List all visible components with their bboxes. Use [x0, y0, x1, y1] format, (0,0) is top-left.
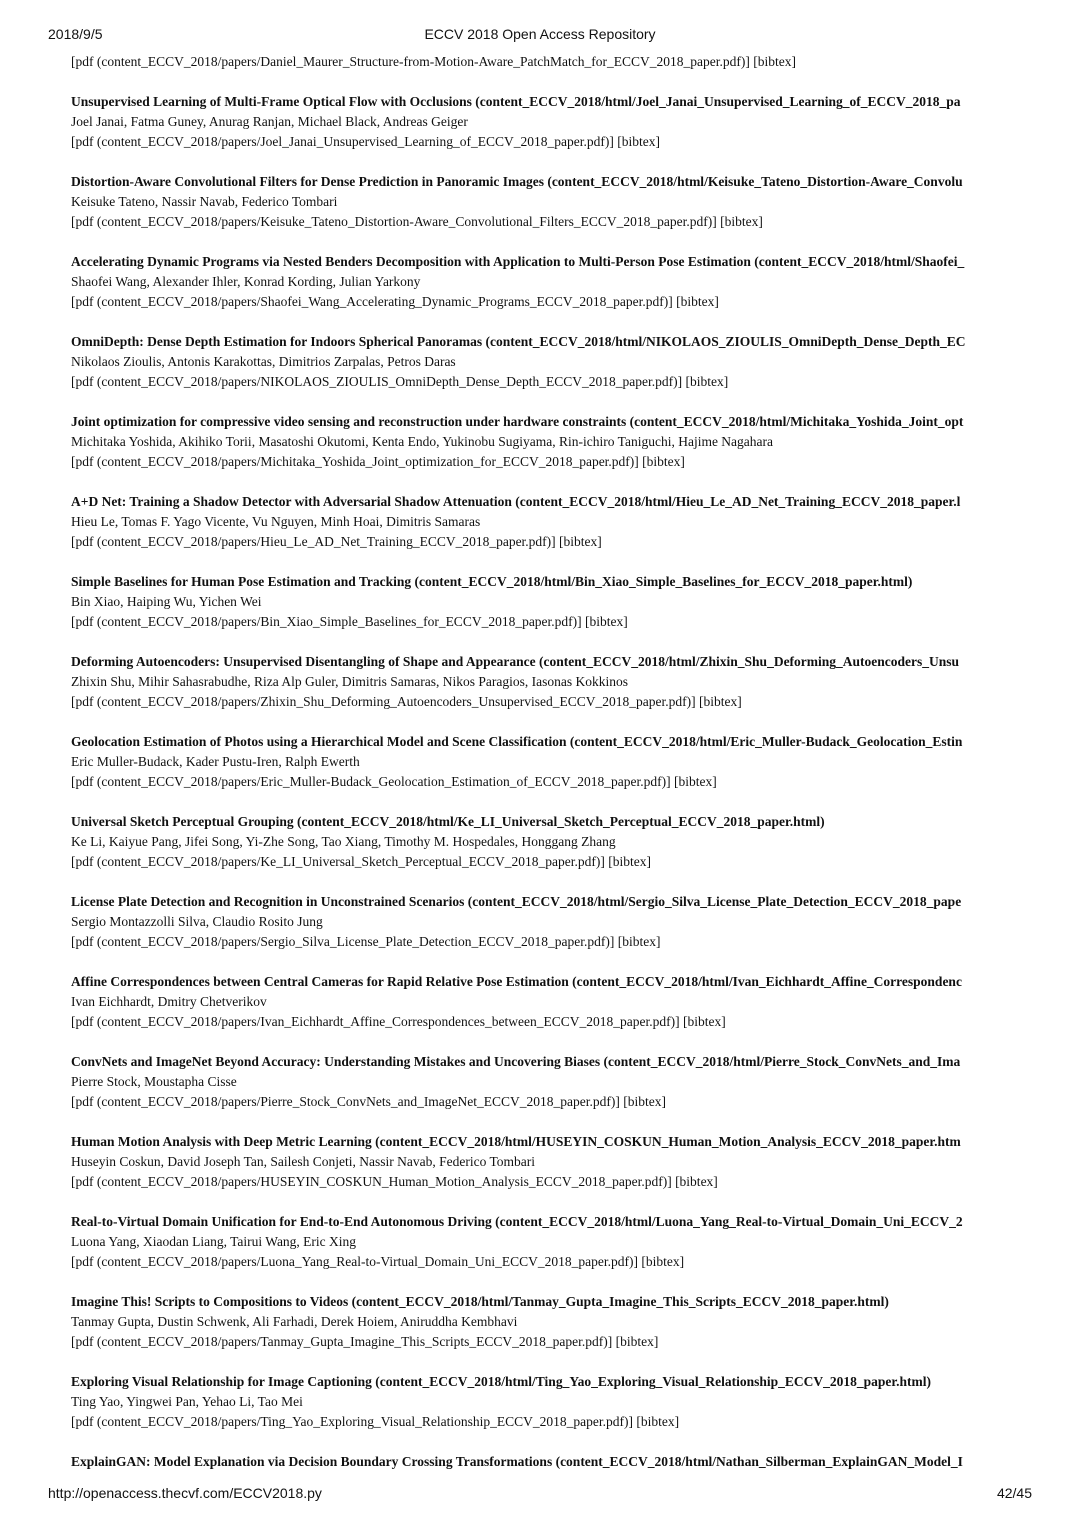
paper-title[interactable]: Deforming Autoencoders: Unsupervised Disentangling of Shape and Appearance (content_ECCV_2018/html/Zhixin_Shu_Deforming_Autoencoders_Unsu	[71, 654, 960, 669]
page-title: ECCV 2018 Open Access Repository	[424, 26, 656, 42]
paper-title[interactable]: Imagine This! Scripts to Compositions to Videos (content_ECCV_2018/html/Tanmay_Gupta_Imagine_This_Scripts_ECCV_2018_paper.html)	[71, 1294, 889, 1309]
separator	[71, 1272, 1031, 1292]
paper-links[interactable]: [pdf (content_ECCV_2018/papers/Bin_Xiao_Simple_Baselines_for_ECCV_2018_paper.pdf)] [bibtex]	[71, 614, 628, 629]
separator	[71, 1192, 1031, 1212]
paper-entry	[71, 252, 1031, 332]
separator	[71, 712, 1031, 732]
paper-authors: Nikolaos Zioulis, Antonis Karakottas, Dimitrios Zarpalas, Petros Daras	[71, 354, 456, 369]
paper-authors: Michitaka Yoshida, Akihiko Torii, Masatoshi Okutomi, Kenta Endo, Yukinobu Sugiyama, Rin-ichiro Taniguchi, Hajime Nagahara	[71, 434, 774, 449]
separator	[71, 1112, 1031, 1132]
separator	[71, 1432, 1031, 1452]
separator	[71, 632, 1031, 652]
paper-links[interactable]: [pdf (content_ECCV_2018/papers/Ivan_Eichhardt_Affine_Correspondences_between_ECCV_2018_paper.pdf)] [bibtex]	[71, 1014, 726, 1029]
separator	[71, 312, 1031, 332]
paper-authors: Pierre Stock, Moustapha Cisse	[71, 1074, 237, 1089]
paper-links[interactable]: [pdf (content_ECCV_2018/papers/Ke_LI_Universal_Sketch_Perceptual_ECCV_2018_paper.pdf)] [bibtex]	[71, 854, 651, 869]
separator	[71, 872, 1031, 892]
paper-authors: Eric Muller-Budack, Kader Pustu-Iren, Ralph Ewerth	[71, 754, 360, 769]
paper-links[interactable]: [pdf (content_ECCV_2018/papers/Hieu_Le_AD_Net_Training_ECCV_2018_paper.pdf)] [bibtex]	[71, 534, 602, 549]
paper-title[interactable]: Distortion-Aware Convolutional Filters for Dense Prediction in Panoramic Images (content_ECCV_2018/html/Keisuke_Tateno_Distortion-Aware_Convolu	[71, 174, 963, 189]
print-date: 2018/9/5	[48, 26, 103, 42]
paper-authors: Ivan Eichhardt, Dmitry Chetverikov	[71, 994, 267, 1009]
paper-links[interactable]: [pdf (content_ECCV_2018/papers/HUSEYIN_COSKUN_Human_Motion_Analysis_ECCV_2018_paper.pdf)] [bibtex]	[71, 1174, 718, 1189]
separator	[71, 1352, 1031, 1372]
paper-authors: Joel Janai, Fatma Guney, Anurag Ranjan, Michael Black, Andreas Geiger	[71, 114, 468, 129]
paper-title[interactable]: Simple Baselines for Human Pose Estimation and Tracking (content_ECCV_2018/html/Bin_Xiao_Simple_Baselines_for_ECCV_2018_paper.html)	[71, 574, 913, 589]
paper-title[interactable]: Unsupervised Learning of Multi-Frame Optical Flow with Occlusions (content_ECCV_2018/html/Joel_Janai_Unsupervised_Learning_of_ECCV_2018_pa	[71, 94, 961, 109]
paper-title[interactable]: Affine Correspondences between Central Cameras for Rapid Relative Pose Estimation (content_ECCV_2018/html/Ivan_Eichhardt_Affine_Correspondenc	[71, 974, 962, 989]
paper-entry	[71, 1372, 1031, 1452]
footer-url: http://openaccess.thecvf.com/ECCV2018.py	[48, 1485, 322, 1501]
paper-title[interactable]: OmniDepth: Dense Depth Estimation for Indoors Spherical Panoramas (content_ECCV_2018/html/NIKOLAOS_ZIOULIS_OmniDepth_Dense_Depth_EC	[71, 334, 966, 349]
paper-entry	[71, 572, 1031, 652]
paper-title[interactable]: Human Motion Analysis with Deep Metric Learning (content_ECCV_2018/html/HUSEYIN_COSKUN_Human_Motion_Analysis_ECCV_2018_paper.htm	[71, 1134, 961, 1149]
paper-authors: Huseyin Coskun, David Joseph Tan, Sailesh Conjeti, Nassir Navab, Federico Tombari	[71, 1154, 536, 1169]
paper-entry	[71, 892, 1031, 972]
paper-entry	[71, 972, 1031, 1052]
separator	[71, 392, 1031, 412]
paper-title[interactable]: Geolocation Estimation of Photos using a Hierarchical Model and Scene Classification (content_ECCV_2018/html/Eric_Muller-Budack_Geolocation_Estin	[71, 734, 963, 749]
paper-entry	[71, 172, 1031, 252]
paper-authors: Keisuke Tateno, Nassir Navab, Federico Tombari	[71, 194, 338, 209]
paper-entry	[71, 1212, 1031, 1292]
paper-links[interactable]: [pdf (content_ECCV_2018/papers/Joel_Janai_Unsupervised_Learning_of_ECCV_2018_paper.pdf)] [bibtex]	[71, 134, 660, 149]
paper-links[interactable]: [pdf (content_ECCV_2018/papers/Eric_Muller-Budack_Geolocation_Estimation_of_ECCV_2018_paper.pdf)] [bibtex]	[71, 774, 717, 789]
paper-title[interactable]: ExplainGAN: Model Explanation via Decision Boundary Crossing Transformations (content_ECCV_2018/html/Nathan_Silberman_ExplainGAN_Model_I	[71, 1454, 963, 1469]
paper-authors: Tanmay Gupta, Dustin Schwenk, Ali Farhadi, Derek Hoiem, Aniruddha Kembhavi	[71, 1314, 518, 1329]
paper-title[interactable]: ConvNets and ImageNet Beyond Accuracy: Understanding Mistakes and Uncovering Biases (content_ECCV_2018/html/Pierre_Stock_ConvNets_and_Ima	[71, 1054, 961, 1069]
paper-title[interactable]: Accelerating Dynamic Programs via Nested Benders Decomposition with Application to Multi-Person Pose Estimation (content_ECCV_2018/html/Shaofei_	[71, 254, 965, 269]
paper-links[interactable]: [pdf (content_ECCV_2018/papers/Keisuke_Tateno_Distortion-Aware_Convolutional_Filters_ECCV_2018_paper.pdf)] [bibtex]	[71, 214, 763, 229]
entries-container	[71, 92, 1031, 1452]
paper-links[interactable]: [pdf (content_ECCV_2018/papers/Daniel_Maurer_Structure-from-Motion-Aware_PatchMatch_for_ECCV_2018_paper.pdf)] [bibtex]	[71, 54, 796, 69]
separator	[71, 792, 1031, 812]
paper-authors: Shaofei Wang, Alexander Ihler, Konrad Kording, Julian Yarkony	[71, 274, 421, 289]
paper-links[interactable]: [pdf (content_ECCV_2018/papers/Luona_Yang_Real-to-Virtual_Domain_Uni_ECCV_2018_paper.pdf)] [bibtex]	[71, 1254, 685, 1269]
separator	[71, 1032, 1031, 1052]
paper-list	[71, 52, 1031, 1472]
paper-links[interactable]: [pdf (content_ECCV_2018/papers/Zhixin_Shu_Deforming_Autoencoders_Unsupervised_ECCV_2018_paper.pdf)] [bibtex]	[71, 694, 742, 709]
paper-entry	[71, 1292, 1031, 1372]
paper-title[interactable]: Real-to-Virtual Domain Unification for End-to-End Autonomous Driving (content_ECCV_2018/html/Luona_Yang_Real-to-Virtual_Domain_Uni_ECCV_2	[71, 1214, 963, 1229]
separator	[71, 952, 1031, 972]
paper-authors: Ke Li, Kaiyue Pang, Jifei Song, Yi-Zhe Song, Tao Xiang, Timothy M. Hospedales, Honggang Zhang	[71, 834, 616, 849]
paper-entry	[71, 812, 1031, 892]
paper-links[interactable]: [pdf (content_ECCV_2018/papers/Tanmay_Gupta_Imagine_This_Scripts_ECCV_2018_paper.pdf)] [bibtex]	[71, 1334, 659, 1349]
paper-entry	[71, 332, 1031, 412]
paper-authors: Luona Yang, Xiaodan Liang, Tairui Wang, Eric Xing	[71, 1234, 357, 1249]
paper-authors: Hieu Le, Tomas F. Yago Vicente, Vu Nguyen, Minh Hoai, Dimitris Samaras	[71, 514, 481, 529]
paper-authors: Ting Yao, Yingwei Pan, Yehao Li, Tao Mei	[71, 1394, 303, 1409]
paper-authors: Zhixin Shu, Mihir Sahasrabudhe, Riza Alp Guler, Dimitris Samaras, Nikos Paragios, Iasonas Kokkinos	[71, 674, 629, 689]
paper-title[interactable]: License Plate Detection and Recognition in Unconstrained Scenarios (content_ECCV_2018/html/Sergio_Silva_License_Plate_Detection_ECCV_2018_pape	[71, 894, 962, 909]
separator	[71, 72, 1031, 92]
paper-title[interactable]: Joint optimization for compressive video sensing and reconstruction under hardware constraints (content_ECCV_2018/html/Michitaka_Yoshida_Joint_opt	[71, 414, 964, 429]
paper-links[interactable]: [pdf (content_ECCV_2018/papers/Ting_Yao_Exploring_Visual_Relationship_ECCV_2018_paper.pdf)] [bibtex]	[71, 1414, 680, 1429]
paper-entry	[71, 652, 1031, 732]
separator	[71, 472, 1031, 492]
separator	[71, 552, 1031, 572]
paper-authors: Bin Xiao, Haiping Wu, Yichen Wei	[71, 594, 262, 609]
paper-entry	[71, 92, 1031, 172]
paper-title[interactable]: Exploring Visual Relationship for Image Captioning (content_ECCV_2018/html/Ting_Yao_Exploring_Visual_Relationship_ECCV_2018_paper.html)	[71, 1374, 931, 1389]
paper-links[interactable]: [pdf (content_ECCV_2018/papers/Shaofei_Wang_Accelerating_Dynamic_Programs_ECCV_2018_paper.pdf)] [bibtex]	[71, 294, 719, 309]
paper-entry	[71, 1132, 1031, 1212]
paper-entry	[71, 732, 1031, 812]
separator	[71, 232, 1031, 252]
page-number: 42/45	[996, 1485, 1032, 1501]
paper-links[interactable]: [pdf (content_ECCV_2018/papers/NIKOLAOS_ZIOULIS_OmniDepth_Dense_Depth_ECCV_2018_paper.pdf)] [bibtex]	[71, 374, 729, 389]
separator	[71, 152, 1031, 172]
paper-links[interactable]: [pdf (content_ECCV_2018/papers/Pierre_Stock_ConvNets_and_ImageNet_ECCV_2018_paper.pdf)] [bibtex]	[71, 1094, 666, 1109]
paper-entry	[71, 1052, 1031, 1132]
paper-entry	[71, 492, 1031, 572]
paper-links[interactable]: [pdf (content_ECCV_2018/papers/Michitaka_Yoshida_Joint_optimization_for_ECCV_2018_paper.pdf)] [bibtex]	[71, 454, 685, 469]
paper-title[interactable]: A+D Net: Training a Shadow Detector with Adversarial Shadow Attenuation (content_ECCV_2018/html/Hieu_Le_AD_Net_Training_ECCV_2018_paper.l	[71, 494, 961, 509]
paper-authors: Sergio Montazzolli Silva, Claudio Rosito Jung	[71, 914, 323, 929]
paper-links[interactable]: [pdf (content_ECCV_2018/papers/Sergio_Silva_License_Plate_Detection_ECCV_2018_paper.pdf)] [bibtex]	[71, 934, 661, 949]
paper-entry	[71, 412, 1031, 492]
paper-title[interactable]: Universal Sketch Perceptual Grouping (content_ECCV_2018/html/Ke_LI_Universal_Sketch_Perceptual_ECCV_2018_paper.html)	[71, 814, 825, 829]
